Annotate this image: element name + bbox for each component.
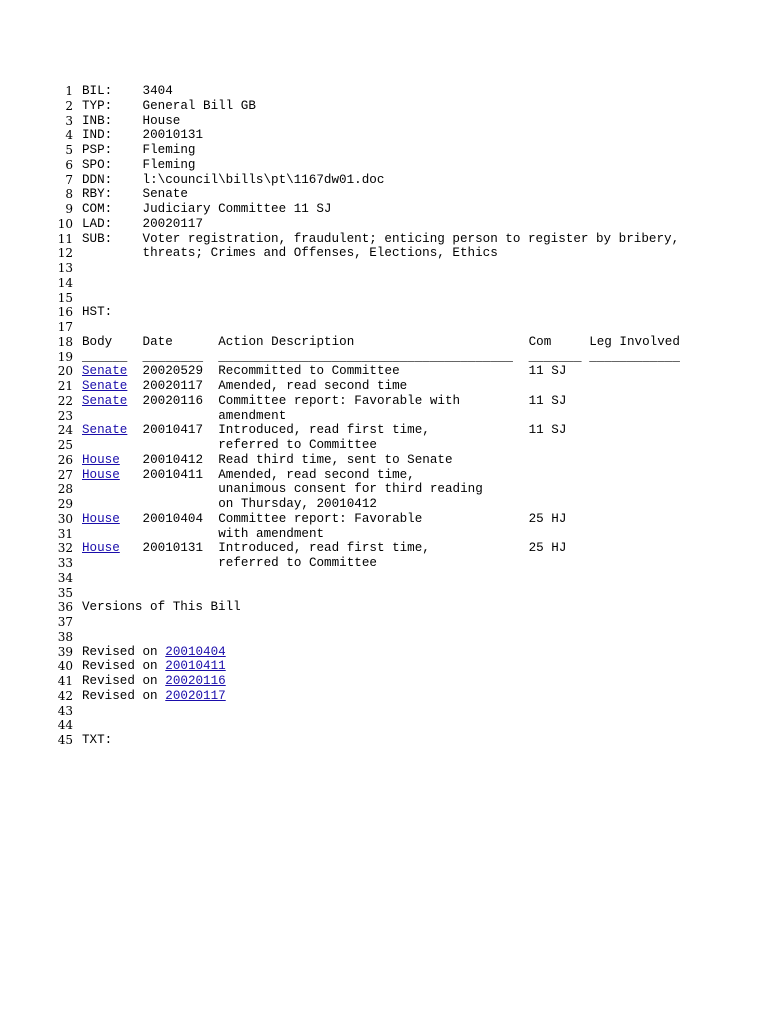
history-action: unanimous consent for third reading	[218, 482, 483, 497]
history-action: on Thursday, 20010412	[218, 497, 377, 511]
header-field-typ	[0, 99, 770, 114]
history-row	[0, 512, 770, 527]
line-number: 24	[57, 423, 73, 438]
line-number: 15	[57, 290, 73, 305]
column-rule: ________	[142, 349, 204, 364]
version-link[interactable]: 20010411	[165, 659, 226, 674]
history-date: 20010417	[142, 423, 204, 438]
section-label: HST:	[82, 305, 113, 320]
field-label: LAD:	[82, 216, 113, 231]
history-column-rules	[0, 350, 770, 365]
history-row-continued	[0, 482, 770, 497]
line-number: 28	[57, 482, 73, 497]
bill-document	[0, 84, 770, 748]
history-body-link[interactable]: Senate	[82, 379, 128, 393]
version-prefix: Revised on	[82, 644, 166, 659]
header-field-spo	[0, 158, 770, 173]
blank-line	[0, 571, 770, 586]
line-number: 22	[57, 393, 73, 408]
field-label: COM:	[82, 202, 113, 216]
blank-line	[0, 261, 770, 276]
header-field-psp	[0, 143, 770, 158]
line-number: 37	[57, 615, 73, 629]
version-item	[0, 659, 770, 674]
history-date: 20010404	[142, 511, 204, 526]
line-number: 40	[57, 659, 73, 674]
history-row-continued	[0, 438, 770, 453]
line-number: 36	[57, 600, 73, 615]
version-item	[0, 689, 770, 704]
blank-line	[0, 718, 770, 733]
field-value: House	[142, 113, 181, 128]
header-field-lad	[0, 217, 770, 232]
blank-line	[0, 320, 770, 335]
field-label: PSP:	[82, 143, 113, 157]
line-number: 23	[57, 408, 73, 423]
blank-line	[0, 630, 770, 645]
history-action: with amendment	[218, 526, 325, 541]
history-body-link[interactable]: Senate	[82, 364, 128, 379]
field-value: l:\council\bills\pt\1167dw01.doc	[142, 172, 385, 187]
line-number: 44	[57, 718, 73, 733]
history-action: Amended, read second time,	[218, 467, 415, 482]
version-prefix: Revised on	[82, 659, 166, 674]
field-label: IND:	[82, 128, 113, 143]
history-body-link[interactable]: Senate	[82, 393, 128, 408]
history-action: Introduced, read first time,	[218, 541, 430, 556]
version-link[interactable]: 20020116	[165, 674, 226, 688]
column-rule: ____________	[589, 349, 680, 364]
blank-line	[0, 276, 770, 291]
history-row	[0, 423, 770, 438]
line-number: 43	[57, 703, 73, 718]
line-number: 20	[57, 364, 73, 379]
line-number: 45	[57, 733, 73, 747]
header-field-rby	[0, 187, 770, 202]
field-value: Judiciary Committee 11 SJ	[142, 202, 332, 216]
history-row	[0, 394, 770, 409]
history-row	[0, 468, 770, 483]
line-number: 29	[57, 497, 73, 511]
history-com: 25 HJ	[528, 541, 567, 556]
history-action: amendment	[218, 408, 287, 423]
line-number: 10	[57, 216, 73, 231]
text-heading	[0, 733, 770, 748]
version-link[interactable]: 20020117	[165, 688, 226, 703]
header-field-sub-continued	[0, 246, 770, 261]
history-row	[0, 541, 770, 556]
history-action: Amended, read second time	[218, 379, 408, 393]
line-number: 39	[57, 644, 73, 659]
blank-line	[0, 704, 770, 719]
line-number: 34	[57, 570, 73, 585]
line-number: 12	[57, 246, 73, 261]
field-value: Senate	[142, 187, 188, 202]
line-number: 25	[57, 438, 73, 452]
column-header-action: Action Description	[218, 334, 355, 349]
line-number: 33	[57, 556, 73, 570]
line-number: 26	[57, 452, 73, 467]
field-label: SPO:	[82, 157, 113, 172]
line-number: 32	[57, 541, 73, 556]
history-date: 20020529	[142, 364, 204, 379]
history-date: 20010411	[142, 467, 204, 482]
field-label: RBY:	[82, 187, 113, 202]
history-action: Recommitted to Committee	[218, 364, 400, 379]
version-link[interactable]: 20010404	[165, 644, 226, 659]
line-number: 11	[57, 231, 73, 246]
field-label: BIL:	[82, 84, 113, 98]
header-field-sub	[0, 232, 770, 247]
history-action: Committee report: Favorable with	[218, 393, 461, 408]
version-prefix: Revised on	[82, 674, 166, 688]
header-field-bil	[0, 84, 770, 99]
field-value: Voter registration, fraudulent; enticing person to register by bribery,	[142, 231, 680, 246]
column-rule: _______________________________________	[218, 349, 513, 364]
field-value: 3404	[142, 84, 173, 98]
blank-line	[0, 586, 770, 601]
history-body-link[interactable]: House	[82, 452, 120, 467]
header-field-ddn	[0, 173, 770, 188]
field-label: DDN:	[82, 172, 113, 187]
history-action: Read third time, sent to Senate	[218, 452, 453, 467]
field-value: threats; Crimes and Offenses, Elections, Ethics	[142, 246, 498, 261]
history-body-link[interactable]: House	[82, 541, 120, 556]
history-row	[0, 379, 770, 394]
column-header-date: Date	[142, 334, 173, 349]
line-number: 8	[65, 187, 73, 202]
line-number: 16	[57, 305, 73, 320]
history-row-continued	[0, 527, 770, 542]
version-item	[0, 645, 770, 660]
field-label: TYP:	[82, 98, 113, 113]
history-body-link[interactable]: House	[82, 467, 120, 482]
versions-heading	[0, 600, 770, 615]
line-number: 31	[57, 526, 73, 541]
history-com: 11 SJ	[528, 364, 567, 379]
line-number: 21	[57, 379, 73, 393]
line-number: 14	[57, 275, 73, 290]
versions-title: Versions of This Bill	[82, 600, 241, 615]
line-number: 35	[57, 585, 73, 600]
column-header-leg: Leg Involved	[589, 334, 680, 349]
history-date: 20020117	[142, 379, 204, 393]
line-number: 18	[57, 334, 73, 349]
history-body-link[interactable]: House	[82, 511, 120, 526]
history-body-link[interactable]: Senate	[82, 423, 128, 438]
header-field-ind	[0, 128, 770, 143]
field-value: Fleming	[142, 157, 196, 172]
column-rule: _______	[528, 349, 582, 364]
line-number: 13	[57, 261, 73, 275]
line-number: 2	[65, 98, 73, 113]
line-number: 41	[57, 674, 73, 688]
history-row	[0, 453, 770, 468]
version-item	[0, 674, 770, 689]
line-number: 7	[65, 172, 73, 187]
line-number: 30	[57, 511, 73, 526]
line-number: 9	[65, 202, 73, 216]
blank-line	[0, 291, 770, 306]
line-number: 17	[57, 320, 73, 334]
line-number: 1	[65, 84, 73, 98]
column-header-com: Com	[528, 334, 552, 349]
history-date: 20010412	[142, 452, 204, 467]
field-value: General Bill GB	[142, 98, 256, 113]
line-number: 4	[65, 128, 73, 143]
history-date: 20020116	[142, 393, 204, 408]
field-value: 20010131	[142, 128, 204, 143]
header-field-inb	[0, 114, 770, 129]
history-row-continued	[0, 556, 770, 571]
header-field-com	[0, 202, 770, 217]
history-action: Introduced, read first time,	[218, 423, 430, 438]
line-number: 38	[57, 629, 73, 644]
field-value: 20020117	[142, 216, 204, 231]
field-label: INB:	[82, 113, 113, 128]
line-number: 19	[57, 349, 73, 364]
line-number: 6	[65, 157, 73, 172]
blank-line	[0, 615, 770, 630]
line-number: 27	[57, 467, 73, 482]
line-number: 5	[65, 143, 73, 157]
section-label: TXT:	[82, 733, 113, 747]
line-number: 3	[65, 113, 73, 128]
history-row-continued	[0, 497, 770, 512]
history-com: 25 HJ	[528, 511, 567, 526]
line-number: 42	[57, 688, 73, 703]
history-action: referred to Committee	[218, 438, 377, 452]
history-action: Committee report: Favorable	[218, 511, 423, 526]
field-label: SUB:	[82, 231, 113, 246]
column-header-body: Body	[82, 334, 113, 349]
history-action: referred to Committee	[218, 556, 377, 570]
field-value: Fleming	[142, 143, 196, 157]
history-date: 20010131	[142, 541, 204, 556]
history-com: 11 SJ	[528, 423, 567, 438]
column-rule: ______	[82, 349, 128, 364]
history-heading	[0, 305, 770, 320]
history-row	[0, 364, 770, 379]
version-prefix: Revised on	[82, 688, 166, 703]
history-row-continued	[0, 409, 770, 424]
history-com: 11 SJ	[528, 393, 567, 408]
history-column-headers	[0, 335, 770, 350]
